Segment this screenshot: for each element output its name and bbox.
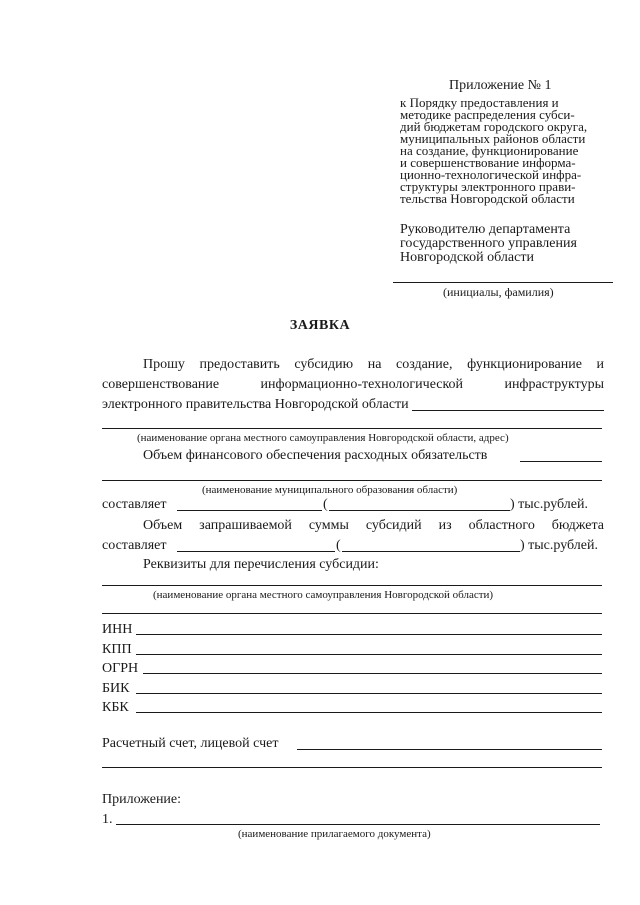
org-name-field-line2[interactable]	[102, 428, 602, 429]
caption-municipality: (наименование муниципального образования области)	[202, 484, 458, 496]
bik-field[interactable]	[136, 693, 602, 694]
para3-line1	[143, 518, 604, 534]
caption-org: (наименование органа местного самоуправления Новгородской области, адрес)	[137, 432, 509, 444]
appendix-line: структуры электронного прави-	[400, 179, 576, 194]
field-label-inn: ИНН	[102, 622, 133, 637]
appendix-line: на создание, функционирование	[400, 143, 579, 158]
requisites-label: Реквизиты для перечисления субсидии:	[143, 557, 379, 572]
kpp-field[interactable]	[136, 654, 602, 655]
appendix-line: ционно-технологической инфра-	[400, 167, 582, 182]
field-label-bik: БИК	[102, 681, 130, 696]
amount-1-words-field[interactable]	[329, 510, 510, 511]
para1-line2-text: совершенствование информационно-технологической инфраструктуры	[102, 377, 604, 392]
appendix-line: тельства Новгородской области	[400, 191, 575, 206]
appendix-title: Приложение № 1	[449, 78, 552, 93]
field-label-kpp: КПП	[102, 642, 132, 657]
addressee-line: государственного управления	[400, 236, 577, 251]
addressee-line: Новгородской области	[400, 250, 534, 265]
expenditure-field[interactable]	[520, 461, 602, 462]
signature-caption: (инициалы, фамилия)	[443, 285, 554, 299]
rubles-suffix-2: ) тыс.рублей.	[520, 538, 598, 553]
para1-line1-text: Прошу предоставить субсидию на создание, функционирование и	[143, 357, 604, 372]
ogrn-field[interactable]	[143, 673, 602, 674]
field-label-ogrn: ОГРН	[102, 661, 139, 676]
account-label: Расчетный счет, лицевой счет	[102, 736, 279, 751]
open-paren-1: (	[323, 497, 328, 512]
recipient-org-field[interactable]	[102, 585, 602, 586]
inn-field[interactable]	[136, 634, 602, 635]
para2-line1: Объем финансового обеспечения расходных обязательств	[143, 448, 488, 463]
account-field-line2[interactable]	[102, 767, 602, 768]
para1-line3: электронного правительства Новгородской области	[102, 397, 409, 412]
amount-2-field[interactable]	[177, 551, 335, 552]
sostavlyaet-1: составляет	[102, 497, 167, 512]
caption-org-2: (наименование органа местного самоуправления Новгородской области)	[153, 589, 494, 601]
rubles-suffix-1: ) тыс.рублей.	[510, 497, 588, 512]
municipality-field[interactable]	[102, 480, 602, 481]
attachment-label: Приложение:	[102, 792, 182, 807]
appendix-line: к Порядку предоставления и	[400, 95, 559, 110]
para1-line1	[143, 357, 604, 373]
appendix-line: муниципальных районов области	[400, 131, 586, 146]
attachment-caption: (наименование прилагаемого документа)	[238, 828, 431, 840]
attachment-item-number: 1.	[102, 812, 113, 827]
recipient-org-field-line2[interactable]	[102, 613, 602, 614]
amount-1-field[interactable]	[177, 510, 322, 511]
para1-line2	[102, 377, 604, 393]
appendix-line: дий бюджетам городского округа,	[400, 119, 588, 134]
appendix-line: методике распределения субси-	[400, 107, 575, 122]
sostavlyaet-2: составляет	[102, 538, 167, 553]
signature-line[interactable]	[393, 282, 613, 283]
open-paren-2: (	[336, 538, 341, 553]
appendix-line: и совершенствование информа-	[400, 155, 576, 170]
amount-2-words-field[interactable]	[342, 551, 520, 552]
addressee-line: Руководителю департамента	[400, 222, 571, 237]
kbk-field[interactable]	[136, 712, 602, 713]
attachment-field[interactable]	[116, 824, 600, 825]
page-title: ЗАЯВКА	[289, 318, 351, 333]
field-label-kbk: КБК	[102, 700, 129, 715]
para3-line1-text: Объем запрашиваемой суммы субсидий из областного бюджета	[143, 518, 604, 533]
org-name-field[interactable]	[412, 410, 604, 411]
account-field[interactable]	[297, 749, 602, 750]
